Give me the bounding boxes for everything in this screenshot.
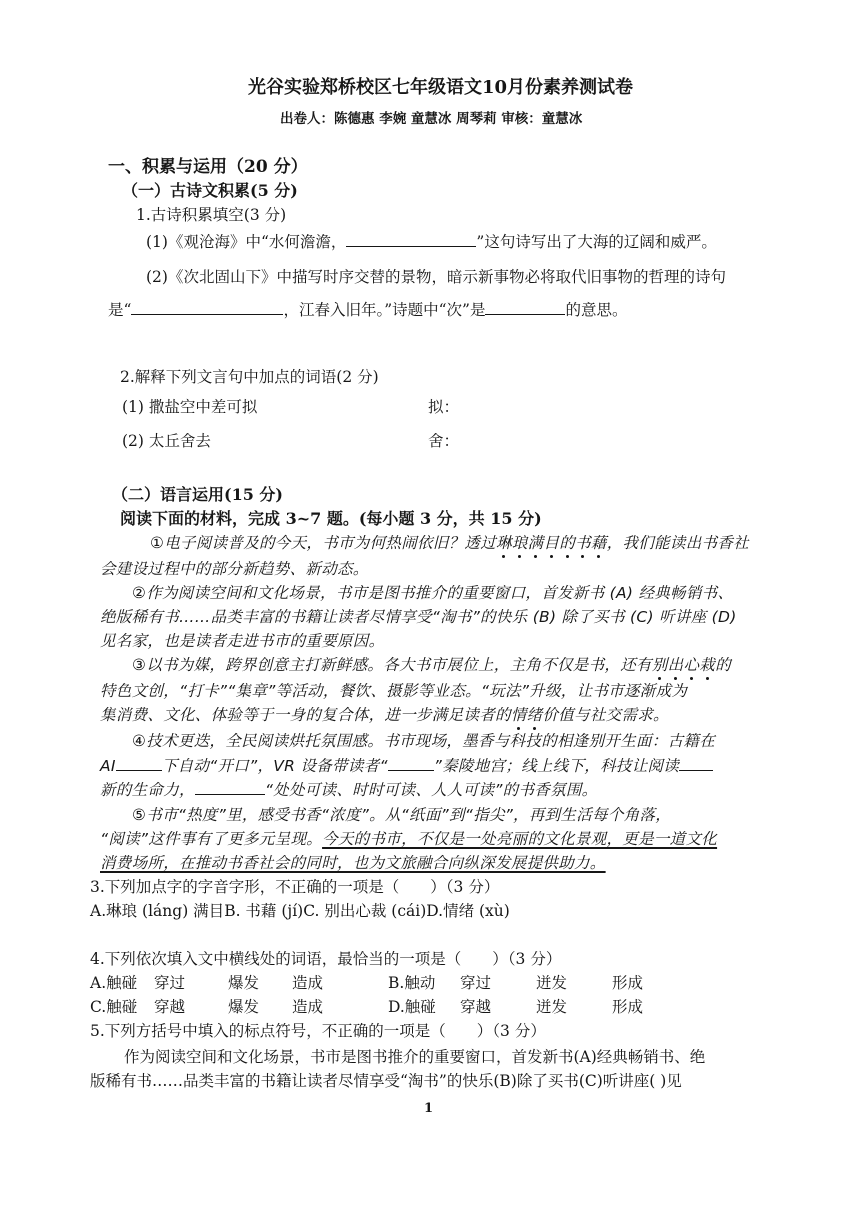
answer-blank[interactable] bbox=[116, 754, 162, 771]
emphasis-char: 心 bbox=[683, 656, 700, 674]
passage-text: 下自动“开口”，VR 设备带读者“ bbox=[161, 757, 388, 775]
q2-item1: (1) 撒盐空中差可拟 bbox=[122, 398, 258, 416]
q4-option-b[interactable]: B.触动 bbox=[388, 974, 436, 992]
q1-item1 bbox=[146, 230, 717, 253]
emphasis-char: 目 bbox=[543, 534, 560, 552]
passage-line: 绝版稀有书……品类丰富的书籍让读者尽情享受“淘书”的快乐 (B) 除了买书 (C) 听讲座 (D) bbox=[100, 608, 737, 626]
answer-blank[interactable] bbox=[485, 298, 565, 315]
emphasis-char: 藉 bbox=[590, 534, 607, 552]
emphasis-char: 琅 bbox=[511, 534, 528, 552]
passage-text: 集消费、文化、体验等于一身的复合体，进一步满足读者的 bbox=[100, 706, 511, 724]
option-word: 造成 bbox=[292, 998, 324, 1016]
option-word: 迸发 bbox=[536, 998, 568, 1016]
q3-option-a[interactable]: A.琳琅 (láng) 满目 bbox=[90, 902, 225, 920]
q1-stem: 1.古诗积累填空(3 分) bbox=[136, 206, 287, 224]
q5-text-line: 作为阅读空间和文化场景，书市是图书推介的重要窗口，首发新书(A)经典畅销书、绝 bbox=[124, 1048, 706, 1066]
q1-item1-pre: (1)《观沧海》中“水何澹澹， bbox=[146, 233, 347, 251]
author-line: 出卷人：陈德惠 李婉 童慧冰 周琴莉 审核：童慧冰 bbox=[280, 111, 583, 127]
option-word: 形成 bbox=[612, 974, 644, 992]
emphasis-char: 别 bbox=[651, 656, 668, 674]
answer-blank[interactable] bbox=[131, 298, 283, 315]
section-heading: 一、积累与运用（20 分） bbox=[108, 157, 308, 177]
dotted-words bbox=[652, 656, 715, 674]
passage-line bbox=[150, 532, 749, 554]
option-word: 形成 bbox=[612, 998, 644, 1016]
page-number: 1 bbox=[424, 1101, 434, 1116]
passage-text: “处处可读、时时可读、人人可读”的书香氛围。 bbox=[264, 781, 598, 799]
passage-text: ③以书为媒，跨界创意主打新鲜感。各大书市展位上，主角不仅是书，还有 bbox=[132, 656, 652, 674]
q5-stem: 5.下列方括号中填入的标点符号，不正确的一项是（ ）（3 分） bbox=[90, 1022, 546, 1040]
passage-text: ①电子阅读普及的今天，书市为何热闹依旧？透过 bbox=[150, 534, 496, 552]
q2-item2-word: 舍： bbox=[428, 432, 460, 450]
option-word: 爆发 bbox=[228, 998, 260, 1016]
q1-item2-a: 是“ bbox=[108, 301, 132, 319]
q1-item1-post: ”这句诗写出了大海的辽阔和威严。 bbox=[476, 233, 717, 251]
emphasis-char: 栽 bbox=[699, 656, 716, 674]
option-word: 穿过 bbox=[154, 974, 186, 992]
emphasis-char: 的 bbox=[559, 534, 576, 552]
option-word: 穿越 bbox=[154, 998, 186, 1016]
passage-text: 新的生命力， bbox=[100, 781, 195, 799]
part1-heading: （一）古诗文积累(5 分) bbox=[122, 181, 298, 200]
answer-blank[interactable] bbox=[346, 230, 476, 247]
q4-options-row1 bbox=[90, 972, 643, 994]
passage-line bbox=[100, 778, 597, 801]
q3-option-b[interactable]: B. 书藉 (jí) bbox=[224, 902, 304, 920]
q4-option-c[interactable]: C.触碰 bbox=[90, 998, 138, 1016]
q3-stem: 3.下列加点字的字音字形，不正确的一项是（ ）（3 分） bbox=[90, 878, 500, 896]
q4-options-row2 bbox=[90, 996, 643, 1018]
part2-heading: （二）语言运用(15 分) bbox=[112, 485, 283, 504]
option-word: 爆发 bbox=[228, 974, 260, 992]
passage-line: ④技术更迭，全民阅读烘托氛围感。书市现场，墨香与科技的相逢别开生面：古籍在 bbox=[132, 732, 715, 750]
q3-option-c[interactable]: C. 别出心裁 (cái) bbox=[303, 902, 427, 920]
option-word: 穿越 bbox=[460, 998, 492, 1016]
passage-line: 会建设过程中的部分新趋势、新动态。 bbox=[100, 560, 369, 578]
q2-stem: 2.解释下列文言句中加点的词语(2 分) bbox=[120, 368, 379, 386]
passage-text: 价值与社交需求。 bbox=[542, 706, 669, 724]
dotted-words bbox=[496, 534, 607, 552]
q1-item2-line1: (2)《次北固山下》中描写时序交替的景物，暗示新事物必将取代旧事物的哲理的诗句 bbox=[146, 268, 726, 286]
passage-line bbox=[132, 654, 731, 676]
q1-item2-line2 bbox=[108, 298, 627, 321]
emphasis-char: 满 bbox=[527, 534, 544, 552]
q1-item2-b: ，江春入旧年。”诗题中“次”是 bbox=[283, 301, 486, 319]
dotted-words bbox=[511, 706, 543, 724]
q4-option-a[interactable]: A.触碰 bbox=[90, 974, 138, 992]
underlined-sentence: 消费场所，在推动书香社会的同时，也为文旅融合向纵深发展提供助力。 bbox=[100, 854, 606, 872]
q4-stem: 4.下列依次填入文中横线处的词语，最恰当的一项是（ ）（3 分） bbox=[90, 950, 562, 968]
q2-item1-word: 拟： bbox=[428, 398, 460, 416]
q1-item2-c: 的意思。 bbox=[565, 301, 628, 319]
emphasis-char: 琳 bbox=[496, 534, 512, 552]
q4-option-d[interactable]: D.触碰 bbox=[388, 998, 436, 1016]
passage-line bbox=[100, 754, 713, 777]
answer-blank[interactable] bbox=[679, 754, 713, 771]
reading-instruction: 阅读下面的材料，完成 3~7 题。(每小题 3 分，共 15 分) bbox=[120, 509, 542, 528]
option-word: 迸发 bbox=[536, 974, 568, 992]
passage-line: 见名家，也是读者走进书市的重要原因。 bbox=[100, 632, 385, 650]
passage-text: ”秦陵地宫；线上线下，科技让阅读 bbox=[433, 757, 680, 775]
page-title: 光谷实验郑桥校区七年级语文10月份素养测试卷 bbox=[248, 77, 634, 98]
answer-blank[interactable] bbox=[195, 778, 265, 795]
passage-text: “阅读”这件事有了更多元呈现。 bbox=[100, 830, 323, 848]
emphasis-char: 出 bbox=[667, 656, 684, 674]
underlined-sentence: 今天的书市，不仅是一处亮丽的文化景观，更是一道文化 bbox=[322, 830, 718, 848]
option-word: 造成 bbox=[292, 974, 324, 992]
passage-line: ⑤书市“热度”里，感受书香“浓度”。从“纸面”到“指尖”，再到生活每个角落， bbox=[132, 806, 672, 824]
answer-blank[interactable] bbox=[388, 754, 434, 771]
passage-line: ②作为阅读空间和文化场景，书市是图书推介的重要窗口，首发新书 (A) 经典畅销书、 bbox=[132, 584, 734, 602]
q5-text-line: 版稀有书……品类丰富的书籍让读者尽情享受“淘书”的快乐(B)除了买书(C)听讲座( )见 bbox=[90, 1072, 682, 1090]
emphasis-char: 绪 bbox=[526, 706, 543, 724]
passage-text: ，我们能读出书香社 bbox=[606, 534, 749, 552]
q2-item2: (2) 太丘舍去 bbox=[122, 432, 211, 450]
passage-line bbox=[100, 828, 717, 850]
option-word: 穿过 bbox=[460, 974, 492, 992]
passage-text: AI bbox=[100, 757, 116, 775]
emphasis-char: 书 bbox=[575, 534, 591, 552]
q3-options bbox=[90, 900, 510, 922]
passage-line bbox=[100, 704, 669, 726]
passage-text: 的 bbox=[715, 656, 731, 674]
q3-option-d[interactable]: D.情绪 (xù) bbox=[426, 902, 510, 920]
passage-line: 特色文创，“打卡”“集章”等活动，餐饮、摄影等业态。“玩法”升级，让书市逐渐成为 bbox=[100, 682, 688, 700]
emphasis-char: 情 bbox=[510, 706, 527, 724]
